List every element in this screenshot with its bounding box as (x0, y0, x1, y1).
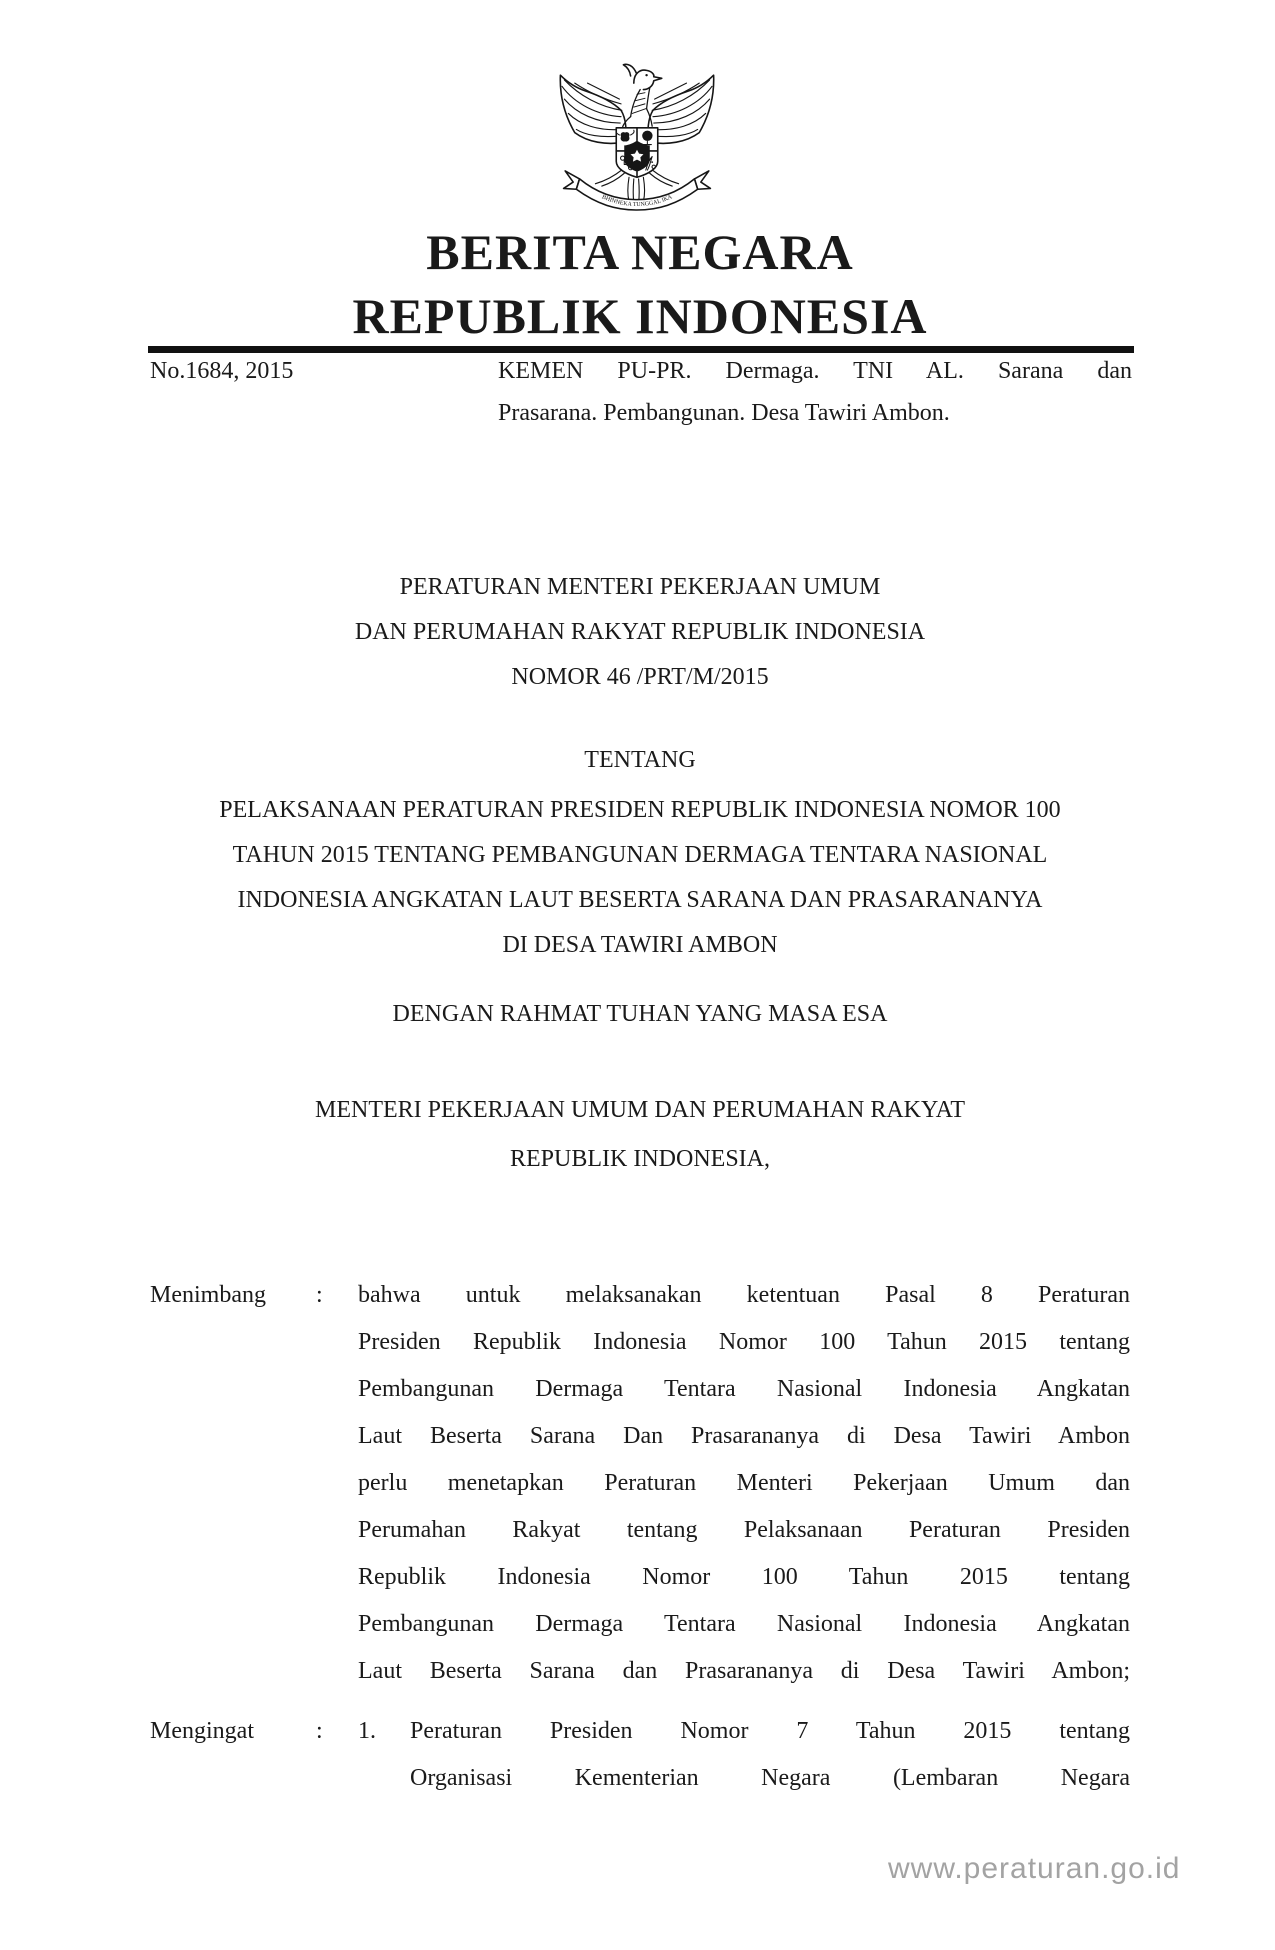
considering-paragraph (358, 1272, 1130, 1695)
authority-line: REPUBLIK INDONESIA, (510, 1146, 770, 1172)
citing-colon: : (316, 1718, 323, 1744)
about-label: TENTANG (584, 747, 696, 773)
title-line: TAHUN 2015 TENTANG PEMBANGUNAN DERMAGA TENTARA NASIONAL (232, 842, 1048, 868)
issue-number: No.1684, 2015 (150, 358, 294, 384)
authority-line: MENTERI PEKERJAAN UMUM DAN PERUMAHAN RAKYAT (314, 1097, 966, 1123)
issue-subject (498, 350, 1132, 434)
paragraph-line: Pembangunan Dermaga Tentara Nasional Indonesia Angkatan (358, 1611, 1130, 1637)
title-line: DI DESA TAWIRI AMBON (502, 932, 778, 958)
regulation-number: NOMOR 46 /PRT/M/2015 (511, 664, 769, 690)
masthead-title-line2: REPUBLIK INDONESIA (352, 288, 928, 344)
invocation: DENGAN RAHMAT TUHAN YANG MASA ESA (392, 1001, 888, 1027)
issue-subject-line: Prasarana. Pembangunan. Desa Tawiri Ambon. (498, 400, 950, 426)
paragraph-line: Peraturan Presiden Nomor 7 Tahun 2015 tentang (410, 1718, 1130, 1744)
issue-subject-line: KEMEN PU-PR. Dermaga. TNI AL. Sarana dan (498, 358, 1132, 384)
paragraph-line: Perumahan Rakyat tentang Pelaksanaan Peraturan Presiden (358, 1517, 1130, 1543)
watermark-url: www.peraturan.go.id (888, 1852, 1181, 1885)
citing-item-number: 1. (358, 1718, 376, 1744)
paragraph-line: Laut Beserta Sarana dan Prasarananya di Desa Tawiri Ambon; (358, 1658, 1130, 1684)
title-line: INDONESIA ANGKATAN LAUT BESERTA SARANA DAN PRASARANANYA (237, 887, 1043, 913)
paragraph-line: Organisasi Kementerian Negara (Lembaran Negara (410, 1765, 1130, 1791)
citing-label: Mengingat (150, 1718, 254, 1744)
masthead (150, 220, 1130, 348)
considering-colon: : (316, 1282, 323, 1308)
paragraph-line: perlu menetapkan Peraturan Menteri Pekerjaan Umum dan (358, 1470, 1130, 1496)
considering-label: Menimbang (150, 1282, 266, 1308)
paragraph-line: Laut Beserta Sarana Dan Prasarananya di Desa Tawiri Ambon (358, 1423, 1130, 1449)
paragraph-line: Republik Indonesia Nomor 100 Tahun 2015 tentang (358, 1564, 1130, 1590)
emblem-motto: BHINNEKA TUNGGAL IKA (600, 194, 674, 209)
paragraph-line: bahwa untuk melaksanakan ketentuan Pasal 8 Peraturan (358, 1282, 1130, 1308)
masthead-title-line1: BERITA NEGARA (426, 224, 854, 280)
paragraph-line: Presiden Republik Indonesia Nomor 100 Tahun 2015 tentang (358, 1329, 1130, 1355)
regulation-subject-title (150, 788, 1130, 968)
title-line: DAN PERUMAHAN RAKYAT REPUBLIK INDONESIA (354, 619, 926, 645)
title-line: PERATURAN MENTERI PEKERJAAN UMUM (399, 574, 881, 600)
garuda-pancasila-emblem (557, 56, 717, 214)
paragraph-line: Pembangunan Dermaga Tentara Nasional Indonesia Angkatan (358, 1376, 1130, 1402)
title-line: PELAKSANAAN PERATURAN PRESIDEN REPUBLIK INDONESIA NOMOR 100 (219, 797, 1061, 823)
citing-paragraph (410, 1708, 1130, 1802)
regulation-institution-title (150, 565, 1130, 700)
issuing-authority (150, 1086, 1130, 1184)
